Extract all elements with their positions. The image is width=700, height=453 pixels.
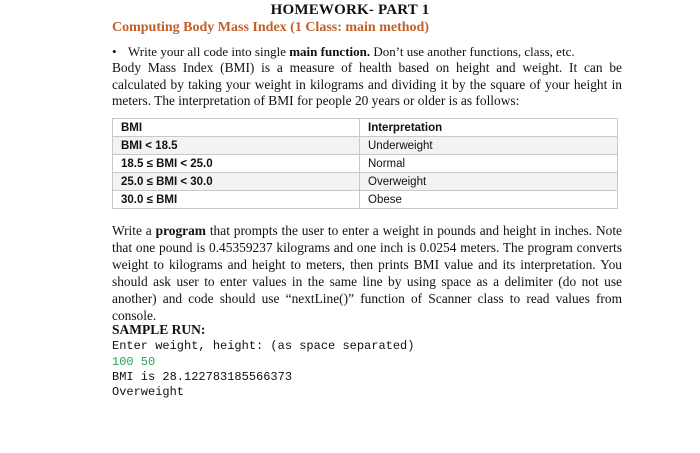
task-text-bold: program	[155, 223, 206, 238]
task-paragraph	[112, 222, 622, 324]
bullet-text-bold: main function.	[289, 44, 371, 59]
table-cell-interpretation: Obese	[360, 191, 618, 209]
bullet-text-post: Don’t use another functions, class, etc.	[370, 44, 575, 59]
table-cell-interpretation: Underweight	[360, 137, 618, 155]
bullet-text-pre: Write your all code into single	[128, 44, 290, 59]
instruction-bullet	[112, 44, 575, 60]
task-text-pre: Write a	[112, 223, 156, 238]
sample-interpretation-line: Overweight	[112, 385, 185, 399]
table-row	[113, 137, 618, 155]
table-cell-bmi: 18.5 ≤ BMI < 25.0	[113, 155, 360, 173]
page-title: HOMEWORK- PART 1	[270, 2, 430, 18]
section-subtitle: Computing Body Mass Index (1 Class: main method)	[112, 20, 429, 35]
sample-prompt-line: Enter weight, height: (as space separated)	[112, 339, 415, 353]
table-row	[113, 173, 618, 191]
bmi-table	[112, 118, 618, 209]
bullet-text	[128, 44, 575, 60]
table-cell-interpretation: Overweight	[360, 173, 618, 191]
table-row	[113, 191, 618, 209]
table-header-bmi: BMI	[113, 119, 360, 137]
task-text-post: that prompts the user to enter a weight in pounds and height in inches. Note that one pound is 0.45359237 kilograms and one inch is 0.0254 meters. The program converts weight to kilograms and height to meters, then prints BMI value and its interpretation. You should ask user to enter values in the same line by using space as a delimiter (do not use another) and code should use “nextLine()” function of Scanner class to read values from console.	[112, 223, 622, 323]
table-row	[113, 155, 618, 173]
table-cell-bmi: 30.0 ≤ BMI	[113, 191, 360, 209]
intro-paragraph: Body Mass Index (BMI) is a measure of health based on height and weight. It can be calculated by taking your weight in kilograms and dividing it by the square of your height in meters. The interpretation of BMI for people 20 years or older is as follows:	[112, 60, 622, 108]
table-header-interpretation: Interpretation	[360, 119, 618, 137]
table-cell-bmi: 25.0 ≤ BMI < 30.0	[113, 173, 360, 191]
table-cell-bmi: BMI < 18.5	[113, 137, 360, 155]
bullet-dot-icon: •	[112, 44, 117, 59]
table-header-row	[113, 119, 618, 137]
table-cell-interpretation: Normal	[360, 155, 618, 173]
sample-run-label: SAMPLE RUN:	[112, 322, 206, 337]
sample-result-line: BMI is 28.122783185566373	[112, 370, 293, 384]
sample-input-line: 100 50	[112, 355, 156, 369]
